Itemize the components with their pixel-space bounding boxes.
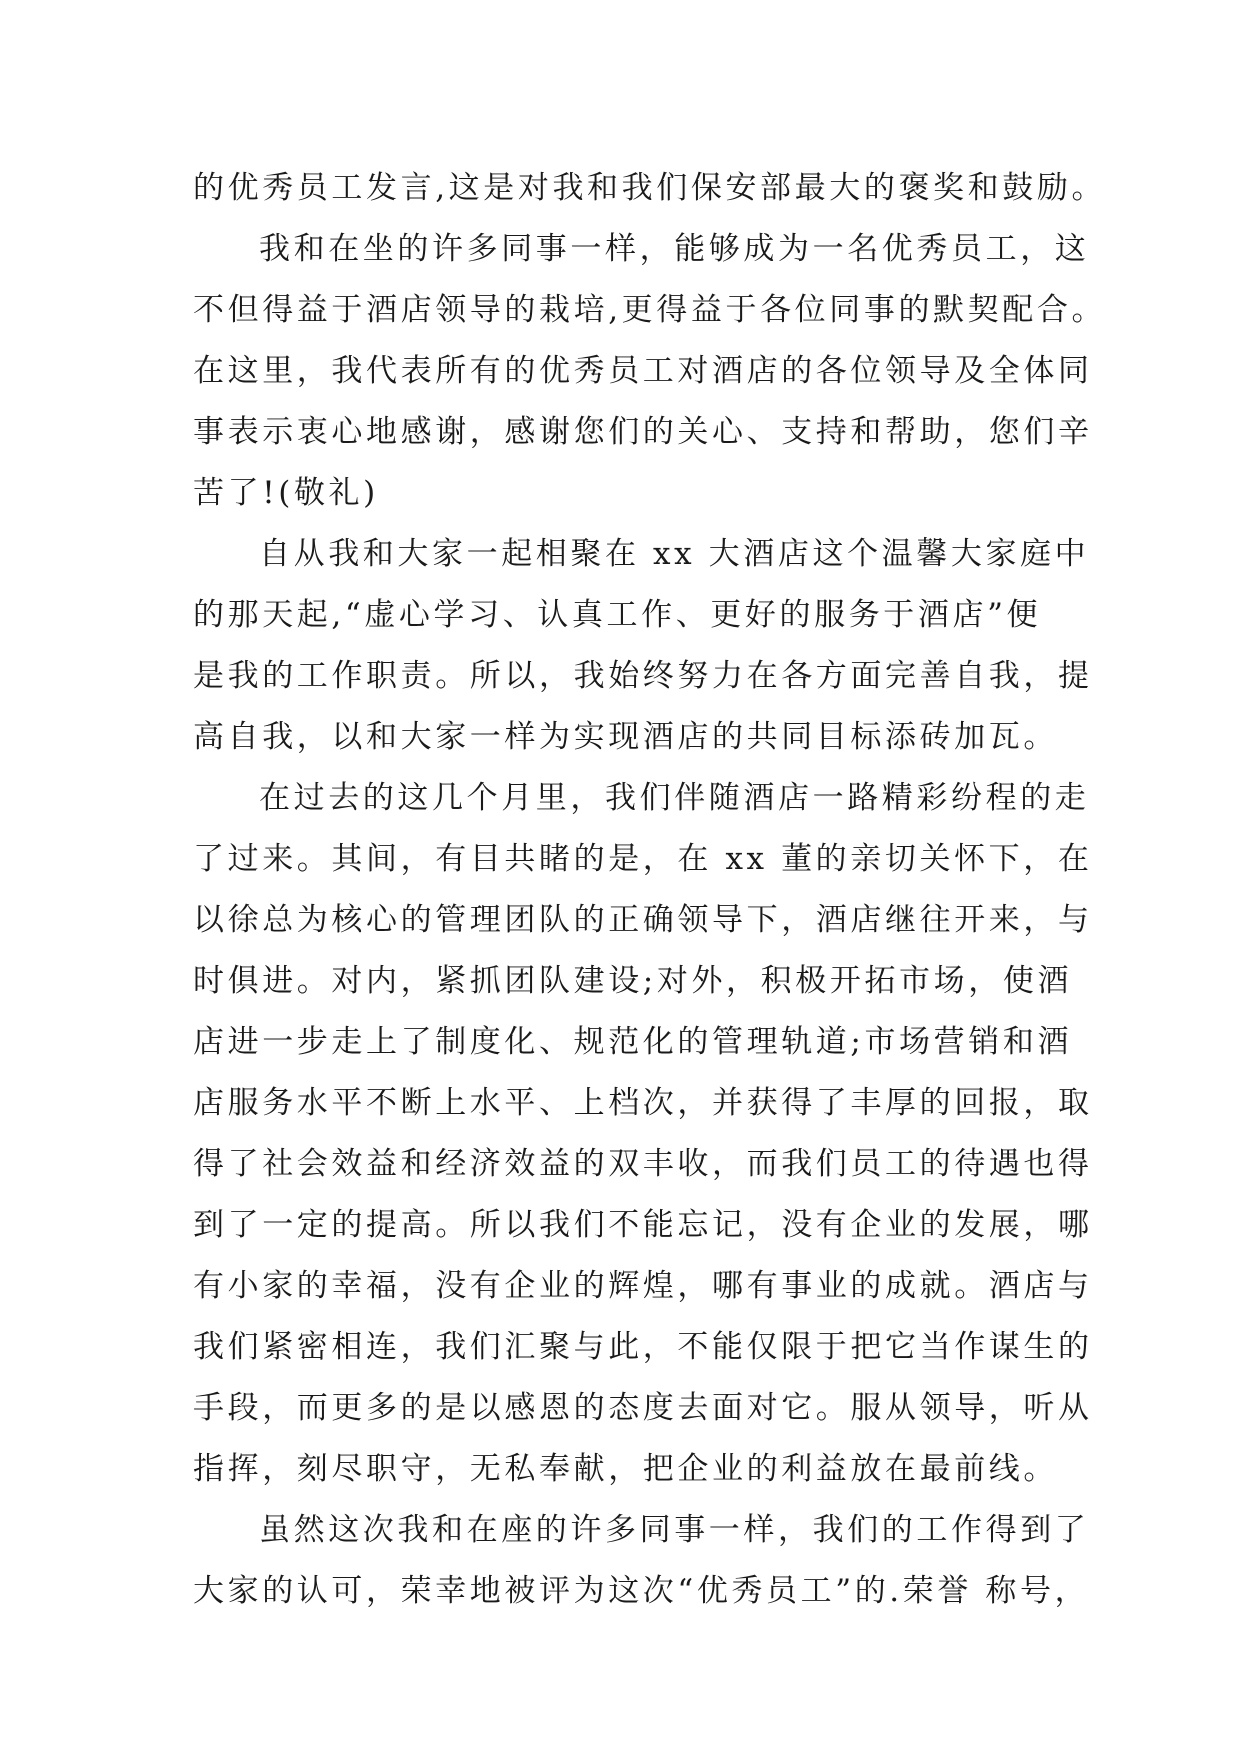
text-line: 得了社会效益和经济效益的双丰收，而我们员工的待遇也得 <box>193 1146 1093 1182</box>
paragraph-start-line: 在过去的这几个月里，我们伴随酒店一路精彩纷程的走 <box>259 780 1090 816</box>
text-line: 苦了!(敬礼) <box>193 475 379 511</box>
text-line: 有小家的幸福，没有企业的辉煌，哪有事业的成就。酒店与 <box>193 1268 1093 1304</box>
text-line: 店服务水平不断上水平、上档次，并获得了丰厚的回报，取 <box>193 1085 1093 1121</box>
text-line: 事表示衷心地感谢，感谢您们的关心、支持和帮助，您们辛 <box>193 414 1093 450</box>
paragraph-start-line: 虽然这次我和在座的许多同事一样，我们的工作得到了 <box>259 1512 1090 1548</box>
text-line: 的优秀员工发言,这是对我和我们保安部最大的褒奖和鼓励。 <box>193 170 1107 206</box>
text-line: 在这里，我代表所有的优秀员工对酒店的各位领导及全体同 <box>193 353 1093 389</box>
text-line: 以徐总为核心的管理团队的正确领导下，酒店继往开来，与 <box>193 902 1093 938</box>
text-line: 大家的认可，荣幸地被评为这次“优秀员工”的.荣誉 称号， <box>193 1573 1090 1609</box>
text-line: 店进一步走上了制度化、规范化的管理轨道;市场营销和酒 <box>193 1024 1073 1060</box>
text-line: 我们紧密相连，我们汇聚与此，不能仅限于把它当作谋生的 <box>193 1329 1093 1365</box>
document-body <box>193 158 1107 1622</box>
text-line: 到了一定的提高。所以我们不能忘记，没有企业的发展，哪 <box>193 1207 1093 1243</box>
paragraph-start-line: 我和在坐的许多同事一样，能够成为一名优秀员工，这 <box>259 231 1090 267</box>
text-line: 的那天起,“虚心学习、认真工作、更好的服务于酒店”便 <box>193 597 1042 633</box>
text-line: 时俱进。对内，紧抓团队建设;对外，积极开拓市场，使酒 <box>193 963 1073 999</box>
paragraph-start-line: 自从我和大家一起相聚在 xx 大酒店这个温馨大家庭中 <box>259 536 1090 572</box>
text-line: 不但得益于酒店领导的栽培,更得益于各位同事的默契配合。 <box>193 292 1107 328</box>
text-line: 手段，而更多的是以感恩的态度去面对它。服从领导，听从 <box>193 1390 1093 1426</box>
text-line: 是我的工作职责。所以，我始终努力在各方面完善自我，提 <box>193 658 1093 694</box>
text-line: 指挥，刻尽职守，无私奉献，把企业的利益放在最前线。 <box>193 1451 1058 1487</box>
text-line: 高自我，以和大家一样为实现酒店的共同目标添砖加瓦。 <box>193 719 1058 755</box>
text-line: 了过来。其间，有目共睹的是，在 xx 董的亲切关怀下，在 <box>193 841 1093 877</box>
